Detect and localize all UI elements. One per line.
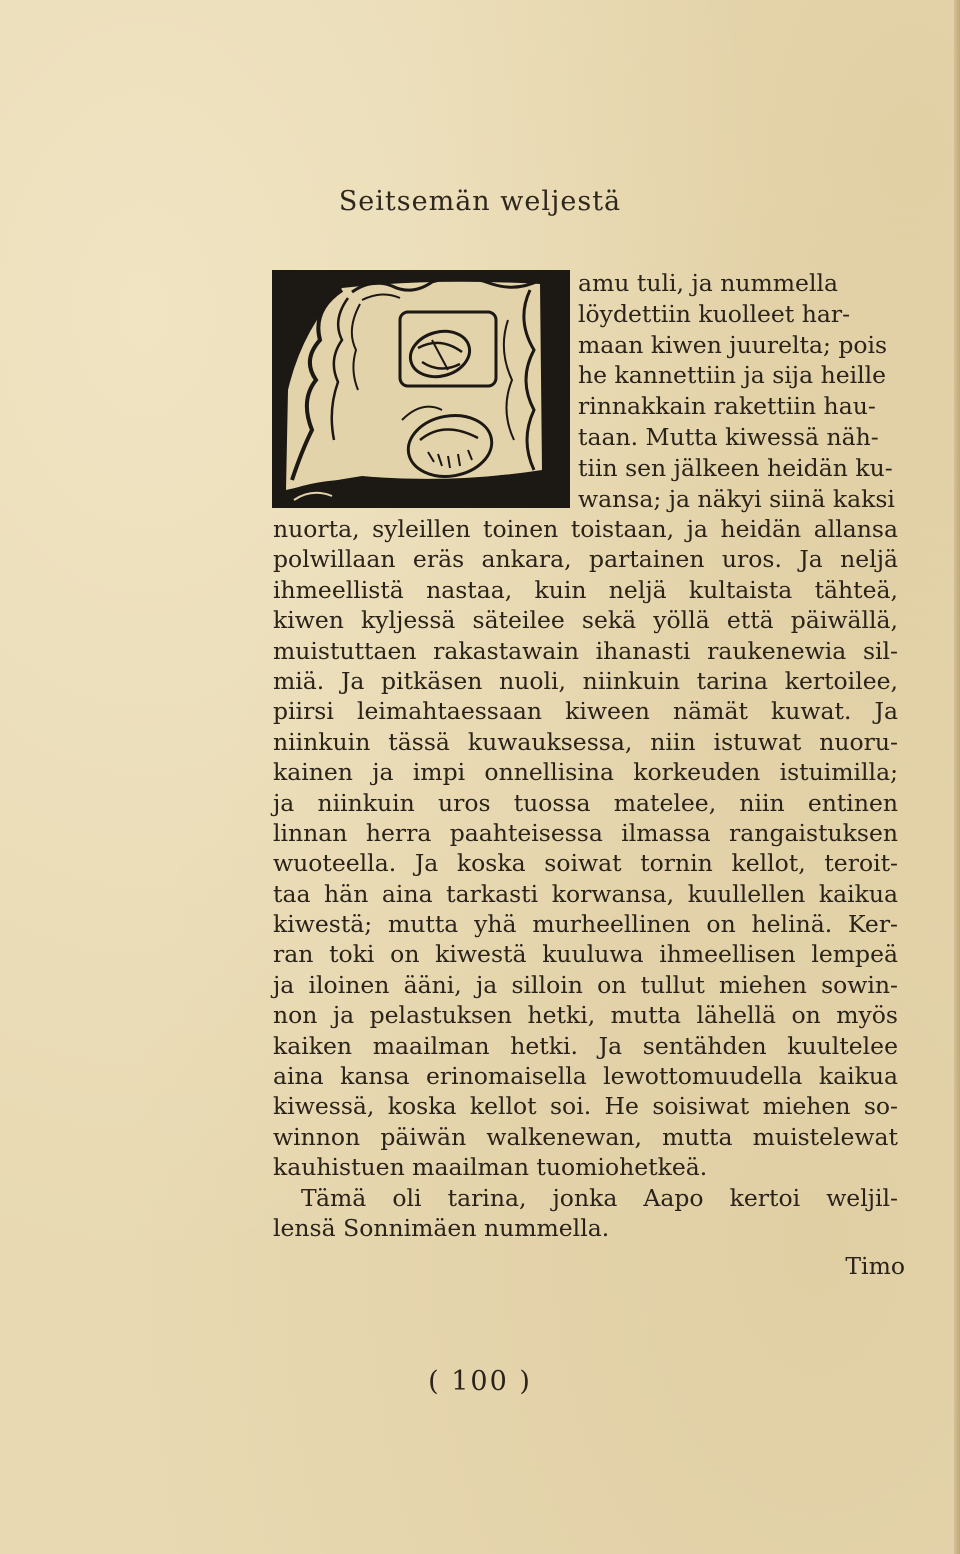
text-line: tiin sen jälkeen heidän ku- [578,453,893,482]
text-line: winnon päiwän walkenewan, mutta muistelewat [273,1122,898,1151]
text-line: Tämä oli tarina, jonka Aapo kertoi weljil- [301,1183,898,1212]
text-line: polwillaan eräs ankara, partainen uros. Ja neljä [273,545,898,574]
page-edge [954,0,960,1554]
text-line: linnan herra paahteisessa ilmassa rangaistuksen [273,818,898,847]
text-line: miä. Ja pitkäsen nuoli, niinkuin tarina kertoilee, [273,666,898,695]
text-line: kaiken maailman hetki. Ja sentähden kuultelee [273,1031,898,1060]
text-line: kauhistuen maailman tuomiohetkeä. [273,1153,708,1182]
page-number: ( 100 ) [428,1366,532,1397]
text-line: kiwessä, koska kellot soi. He soisiwat miehen so- [273,1092,898,1121]
text-line: lensä Sonnimäen nummella. [273,1213,610,1242]
text-line: he kannettiin ja sija heille [578,361,887,390]
decorated-initial [272,270,570,508]
text-line: maan kiwen juurelta; pois [578,330,888,359]
text-line: niinkuin tässä kuwauksessa, niin istuwat nuoru- [273,727,898,756]
text-line: taa hän aina tarkasti korwansa, kuullellen kaikua [273,879,898,908]
text-line: ran toki on kiwestä kuuluwa ihmeellisen lempeä [273,940,898,969]
text-line: nuorta, syleillen toinen toistaan, ja heidän allansa [273,515,898,543]
text-line: ja niinkuin uros tuossa matelee, niin entinen [273,788,898,817]
text-line: muistuttaen rakastawain ihanasti raukenewia sil- [273,636,898,665]
author-signature: Timo [845,1252,905,1280]
ornament-illustration [272,270,570,508]
text-line: wuoteella. Ja koska soiwat tornin kellot, teroit- [273,849,898,878]
text-line: kiwestä; mutta yhä murheellinen on helinä. Ker- [273,910,898,939]
text-line: ihmeellistä nastaa, kuin neljä kultaista tähteä, [273,575,898,604]
text-line: löydettiin kuolleet har- [578,299,851,328]
text-line: amu tuli, ja nummella [578,269,839,297]
text-line: piirsi leimahtaessaan kiween nämät kuwat. Ja [273,697,898,726]
text-line: aina kansa erinomaisella lewottomuudella kaikua [273,1062,898,1091]
text-line: taan. Mutta kiwessä näh- [578,422,879,451]
text-line: non ja pelastuksen hetki, mutta lähellä on myös [273,1001,898,1030]
body-text [273,514,898,1243]
text-line: kainen ja impi onnellisina korkeuden istuimilla; [273,758,898,787]
first-lines [578,268,898,514]
text-line: rinnakkain rakettiin hau- [578,392,876,421]
running-head: Seitsemän weljestä [338,186,622,217]
text-line: kiwen kyljessä säteilee sekä yöllä että päiwällä, [273,606,898,635]
text-line: ja iloinen ääni, ja silloin on tullut miehen sowin- [273,970,898,999]
text-line: wansa; ja näkyi siinä kaksi [578,484,895,513]
